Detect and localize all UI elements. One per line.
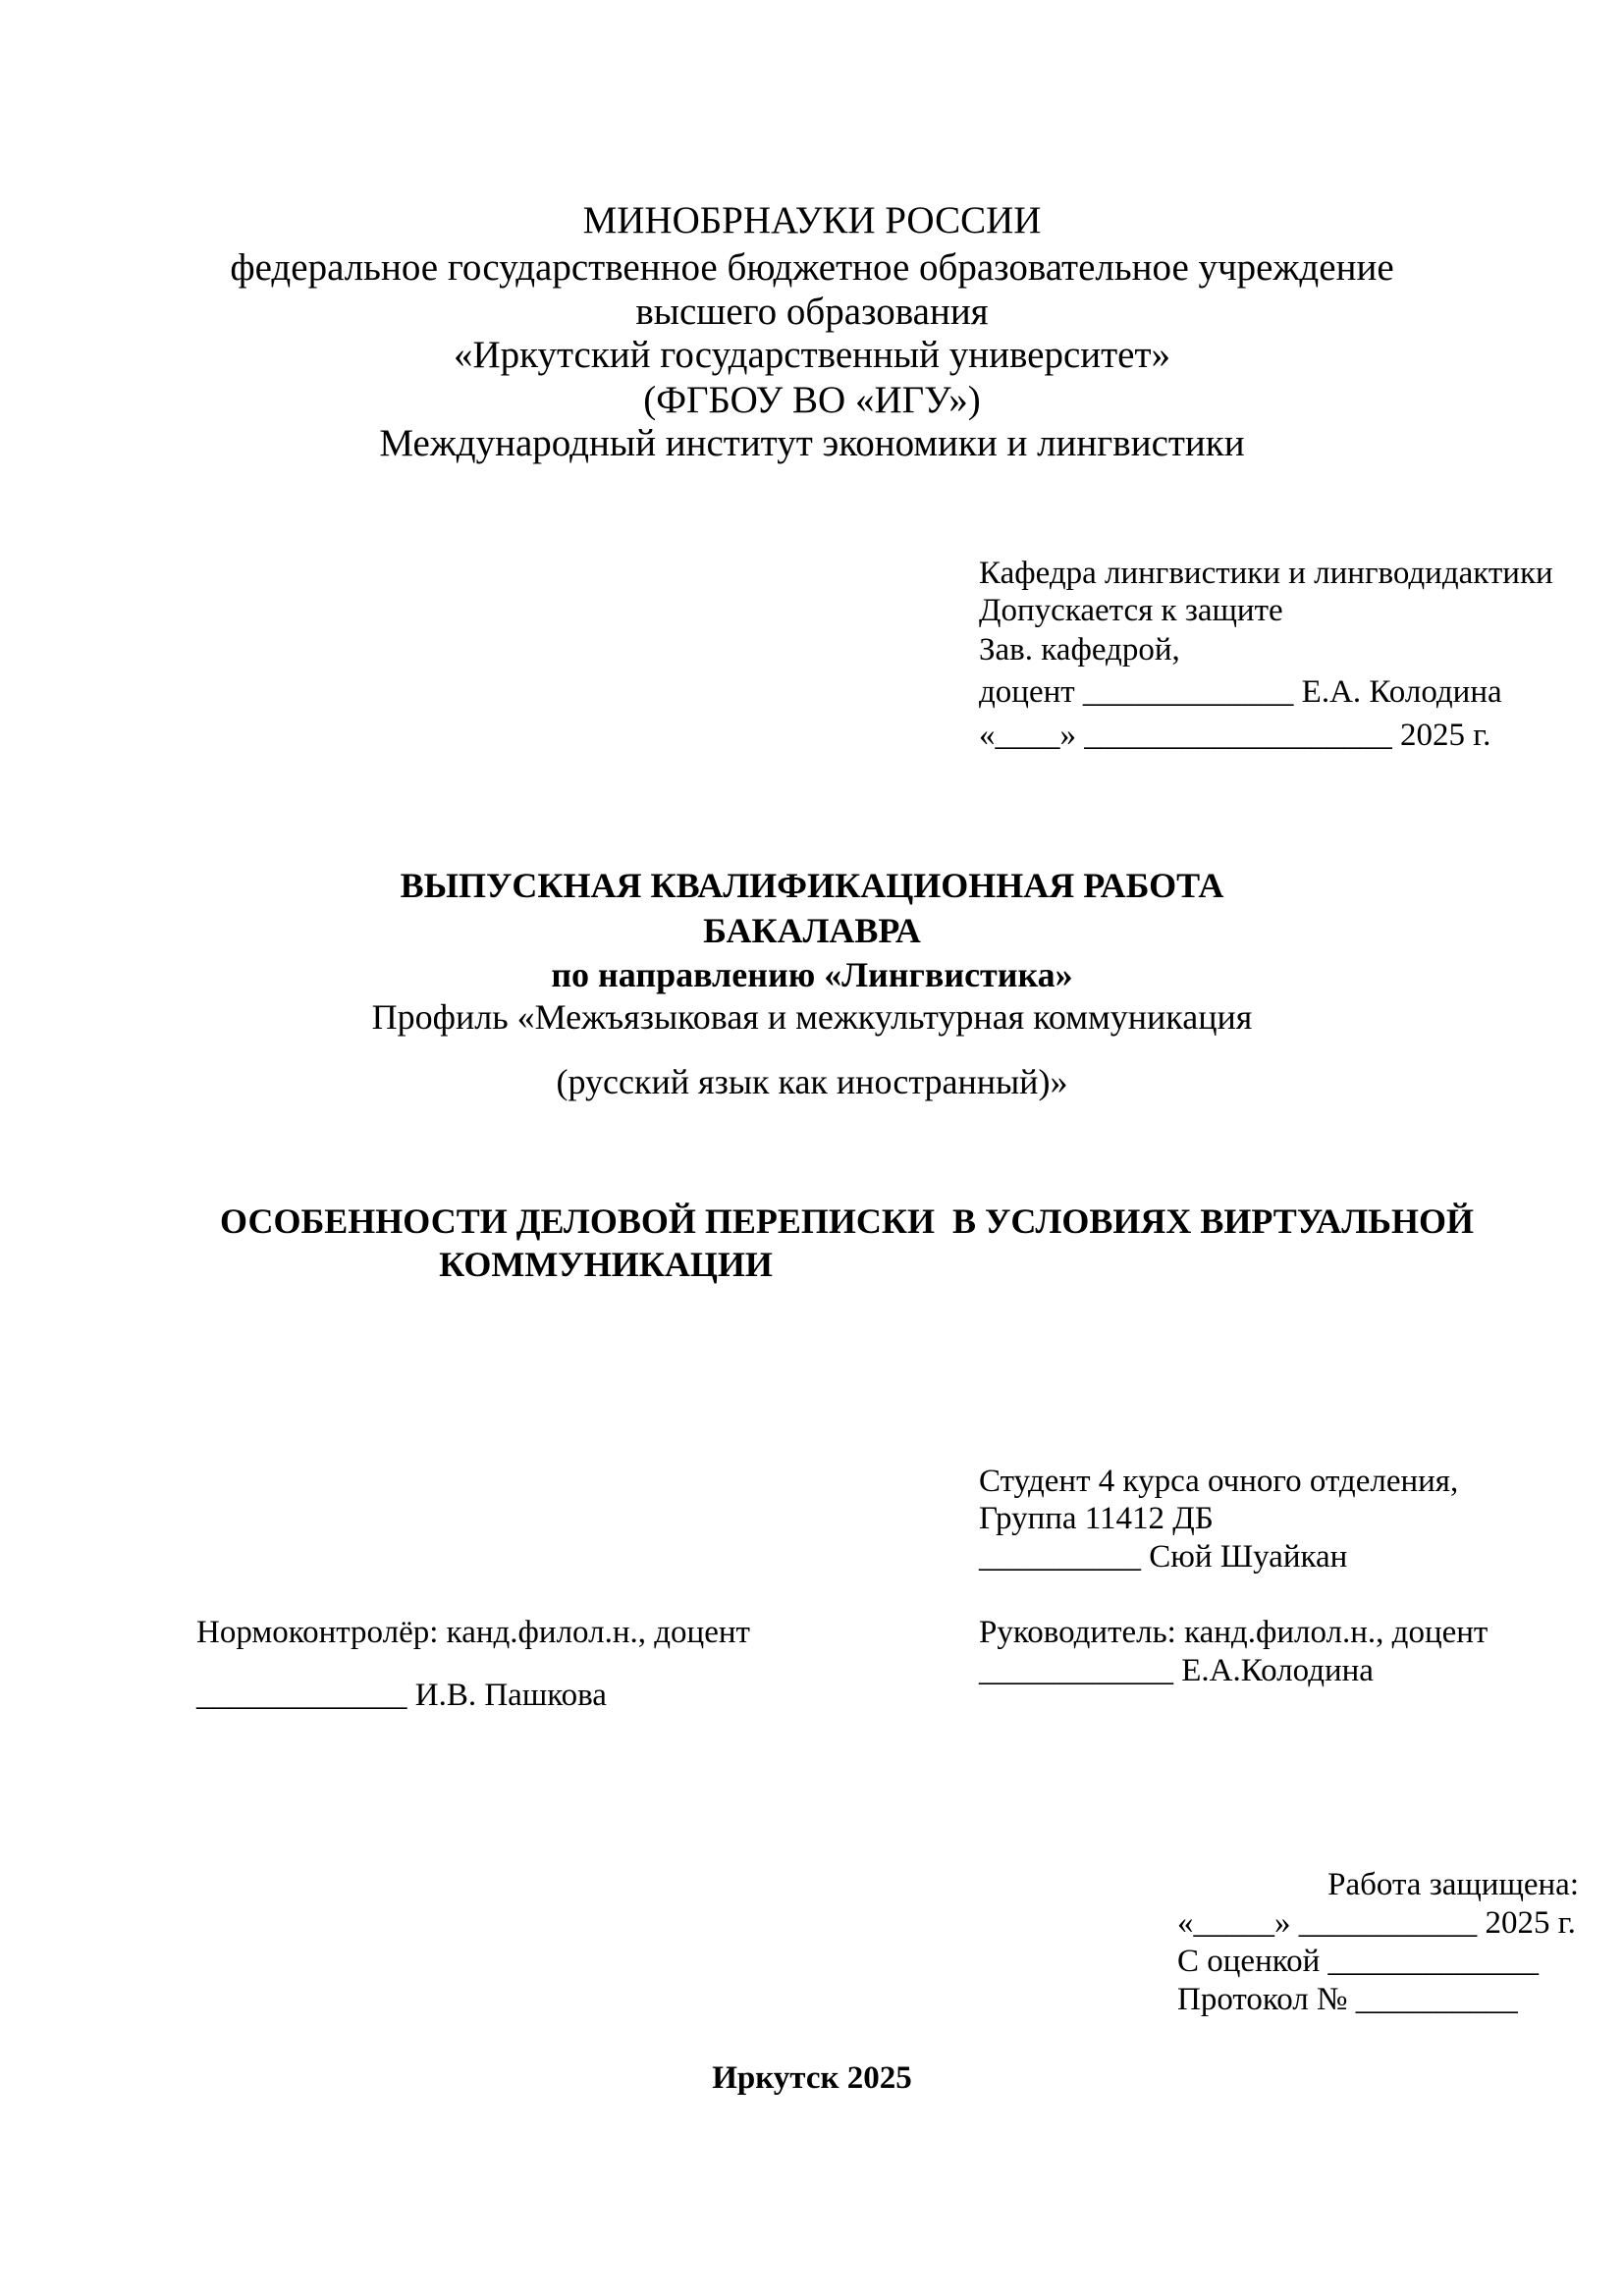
institution-type-line2: высшего образования [635,291,989,333]
normocontroller-title: Нормоконтролёр: канд.филол.н., доцент [196,1615,750,1650]
admitted-to-defense: Допускается к защите [979,593,1283,628]
university-abbreviation: (ФГБОУ ВО «ИГУ») [643,379,981,421]
defense-protocol-line: Протокол № __________ [1177,1982,1518,2017]
student-course: Студент 4 курса очного отделения, [979,1464,1459,1499]
defense-status: Работа защищена: [1327,1867,1579,1902]
work-profile-line1: Профиль «Межъязыковая и межкультурная коммуникация [371,997,1253,1037]
head-signature-line: доцент _____________ Е.А. Колодина [979,674,1502,710]
university-name: «Иркутский государственный университет» [453,334,1171,376]
supervisor-title: Руководитель: канд.филол.н., доцент [979,1615,1489,1650]
work-direction: по направлению «Лингвистика» [551,955,1073,994]
student-signature-line: __________ Сюй Шуайкан [979,1539,1348,1575]
work-type-title: ВЫПУСКНАЯ КВАЛИФИКАЦИОННАЯ РАБОТА [400,866,1224,905]
topic-title-line2: КОММУНИКАЦИИ [439,1245,773,1284]
department-head: Зав. кафедрой, [979,632,1180,667]
student-group: Группа 11412 ДБ [979,1501,1214,1536]
work-type-degree: БАКАЛАВРА [703,911,921,950]
ministry-name: МИНОБРНАУКИ РОССИИ [582,199,1042,241]
institute-name: Международный институт экономики и лингвистики [379,422,1245,464]
defense-grade-line: С оценкой _____________ [1177,1944,1539,1979]
defense-date-line: «_____» ___________ 2025 г. [1177,1905,1576,1941]
institution-type-line1: федеральное государственное бюджетное образовательное учреждение [230,246,1394,289]
topic-title-line1: ОСОБЕННОСТИ ДЕЛОВОЙ ПЕРЕПИСКИ В УСЛОВИЯХ ВИРТУАЛЬНОЙ [220,1201,1474,1241]
approval-date-line: «____» ___________________ 2025 г. [979,718,1491,753]
city-year: Иркутск 2025 [712,2060,912,2096]
work-profile-line2: (русский язык как иностранный)» [556,1062,1068,1101]
supervisor-signature-line: ____________ Е.А.Колодина [979,1653,1374,1688]
department-name: Кафедра лингвистики и лингводидактики [979,556,1553,591]
normocontroller-signature-line: _____________ И.В. Пашкова [196,1678,607,1713]
